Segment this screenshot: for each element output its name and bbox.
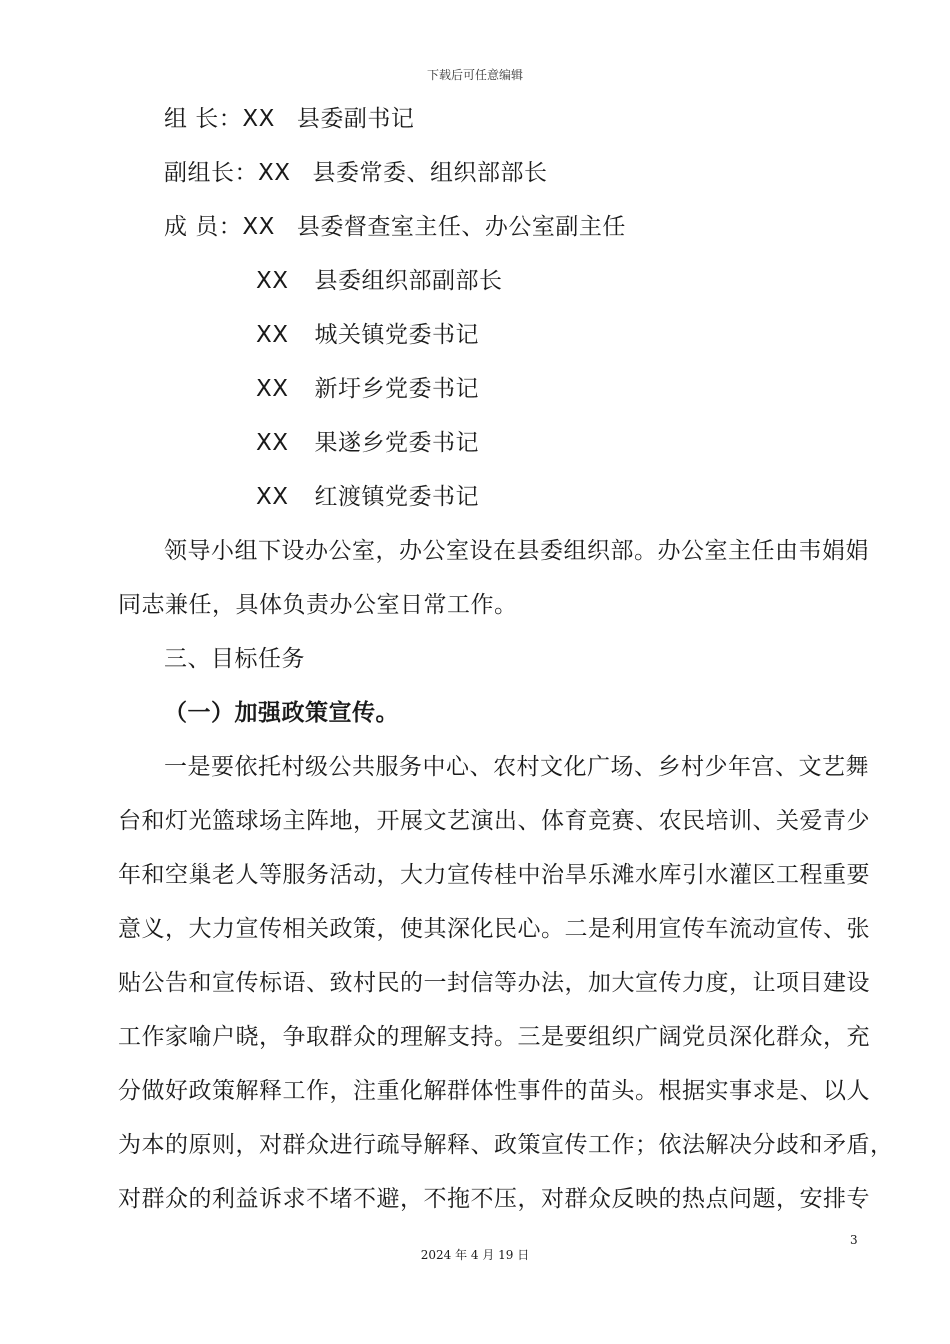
member-row bbox=[256, 482, 479, 512]
paragraph-line: 为本的原则，对群众进行疏导解释、政策宣传工作；依法解决分歧和矛盾， bbox=[118, 1132, 894, 1158]
member-row bbox=[256, 428, 479, 458]
member-title: 红渡镇党委书记 bbox=[314, 484, 480, 510]
page-number: 3 bbox=[850, 1233, 858, 1247]
paragraph-line: 一是要依托村级公共服务中心、农村文化广场、乡村少年宫、文艺舞 bbox=[164, 754, 869, 780]
section-heading: 三、目标任务 bbox=[164, 646, 305, 672]
member-title: 城关镇党委书记 bbox=[314, 322, 480, 348]
paragraph-line: 领导小组下设办公室，办公室设在县委组织部。办公室主任由韦娟娟 bbox=[164, 538, 869, 564]
member-name: XX bbox=[242, 214, 275, 240]
page-header: 下载后可任意编辑 bbox=[426, 68, 523, 82]
member-role: 副组长： bbox=[164, 160, 258, 186]
member-row bbox=[164, 158, 548, 188]
member-title: 新圩乡党委书记 bbox=[314, 376, 480, 402]
footer-date: 2024 年 4 月 19 日 bbox=[420, 1248, 530, 1262]
member-name: XX bbox=[256, 484, 289, 510]
member-role: 成 员： bbox=[164, 214, 243, 240]
paragraph-line: 年和空巢老人等服务活动，大力宣传桂中治旱乐滩水库引水灌区工程重要 bbox=[118, 862, 870, 888]
member-row bbox=[164, 104, 414, 134]
member-name: XX bbox=[256, 430, 289, 456]
paragraph-line: 贴公告和宣传标语、致村民的一封信等办法，加大宣传力度，让项目建设 bbox=[118, 970, 870, 996]
member-row bbox=[256, 320, 479, 350]
paragraph-line: 工作家喻户晓，争取群众的理解支持。三是要组织广阔党员深化群众，充 bbox=[118, 1024, 870, 1050]
member-title: 县委副书记 bbox=[296, 106, 415, 132]
paragraph-line: 对群众的利益诉求不堵不避，不拖不压，对群众反映的热点问题，安排专 bbox=[118, 1186, 870, 1212]
paragraph-line: 同志兼任，具体负责办公室日常工作。 bbox=[118, 592, 518, 618]
member-name: XX bbox=[256, 268, 289, 294]
paragraph-line: 分做好政策解释工作，注重化解群体性事件的苗头。根据实事求是、以人 bbox=[118, 1078, 870, 1104]
member-row bbox=[256, 374, 479, 404]
member-name: XX bbox=[242, 106, 275, 132]
member-name: XX bbox=[256, 322, 289, 348]
paragraph-line: 意义，大力宣传相关政策，使其深化民心。二是利用宣传车流动宣传、张 bbox=[118, 916, 870, 942]
sub-heading: （一）加强政策宣传。 bbox=[164, 700, 399, 726]
member-role: 组 长： bbox=[164, 106, 243, 132]
member-row bbox=[164, 212, 626, 242]
member-title: 县委常委、组织部部长 bbox=[312, 160, 548, 186]
paragraph-line: 台和灯光篮球场主阵地，开展文艺演出、体育竞赛、农民培训、关爱青少 bbox=[118, 808, 870, 834]
member-name: XX bbox=[258, 160, 291, 186]
member-row bbox=[256, 266, 503, 296]
member-name: XX bbox=[256, 376, 289, 402]
member-title: 县委督查室主任、办公室副主任 bbox=[296, 214, 626, 240]
member-title: 县委组织部副部长 bbox=[314, 268, 503, 294]
member-title: 果遂乡党委书记 bbox=[314, 430, 480, 456]
